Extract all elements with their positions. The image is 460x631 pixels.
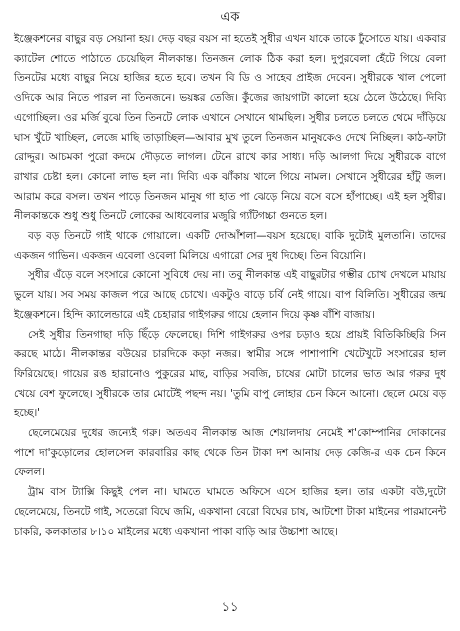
paragraph: ইঞ্জেকশনের বাছুর বড় সেয়ানা হয়। দেড় বছর বয়স না হতেই সুধীর এখন যাকে তাকে ঢুঁসোতে যায়। একবার ক্যাটেল শোতে পাঠাতে চেয়েছিল নীলকান্ত। তিনজন লোক ঠিক করা হল। দুপুরবেলা হেঁটে গিয়ে বেলা তিনটের মধ্যে বাছুর নিয়ে হাজির হতে হবে। তখন বি ডি ও সাহেব প্রাইজ দেবেন। সুধীরকে খাল পেলাে ওদিকে আর নিতে পারল না তিনজনে। ভয়ঙ্কর তেজি। কুঁজের জায়গাটা কালো হয়ে ঠেলে উঠেছে। দিব্যি এগোচ্ছিল। ওর মর্জি বুঝে তিন তিনটে লোক এখানে সেখানে থামছিল। সুধীর চলতে চলতে থেমে দাঁড়িয়ে ঘাস খুঁটে খাচ্ছিল, লেজে মাছি তাড়াচ্ছিল—আবার মুখ তুলে তিনজন মানুষকেও দেখে নিচ্ছিল। কাঠ-ফাটা রোদ্দুর। আচমকা পুরো কদমে দৌড়তে লাগল। টেনে রাখে কার সাধ্য। দড়ি আলগা দিয়ে সুধীরকে বাগে রাখার চেষ্টা হল। কোনো লাভ হল না। দিব্যি এক ঝাঁকায় খালে গিয়ে নামল। সেখানে সুধীরের হাঁটু জল। আরাম করে বসল। তখন পাড়ে তিনজন মানুষ গা হাত পা ঝেড়ে নিয়ে বসে বসে হাঁপাচ্ছে। এই হল সুধীর। নীলকান্তকে শুধু শুধু তিনটে লোকের আধবেলার মজুরি গ্যাঁটগচ্চা গুনতে হল। <box>14 33 446 223</box>
paragraph: সেই সুধীর তিনগাছা দড়ি ছিঁড়ে ফেলেছে। দিশি গাইগরুর ওপর চড়াও হয়ে প্রায়ই বিতিকিচ্ছিরি সিন করছে মাঠে। নীলকান্তর বউয়ের চারদিকে কড়া নজর। স্বামীর সঙ্গে পাশাপাশি খেটেখুটে সংসারের হাল ফিরিয়েছে। গায়ের রঙ হারানোও পুকুরের মাছ, বাড়ির সবজি, চাষের মোটা চালের ভাত আর গরুর দুধ খেয়ে বেশ ফুলেছে। সুধীরকে তার মোটেই পছন্দ নয়। 'তুমি বাপু লোহার চেন কিনে আনো। ছেলে মেয়ে বড় হচ্ছে।' <box>14 328 446 420</box>
paragraph: ছেলেমেয়ের দুধের জন্যেই গরু। অতএব নীলকান্ত আজ শেয়ালদায় নেমেই শ'কোম্পানির দোকানের পাশে দা'কুড়োলের হোলসেল কারবারির কাছ থেকে তিন টাকা দশ আনায় দেড় কেজি-র এক চেন কিনে ফেলল। <box>14 427 446 479</box>
body-text <box>14 30 446 542</box>
chapter-title: এক <box>220 10 240 25</box>
paragraph: বড় বড় তিনটে গাই থাকে গোয়ালে। একটি দোআঁশলা—বয়স হয়েছে। বাকি দুটোই মুলতানি। তাদের একজন গাভিন। একজন এবেলা ওবেলা মিলিয়ে এগারো সের দুধ দিচ্ছে। তিন বিয়োনি। <box>14 230 446 262</box>
page-number: ১১ <box>221 600 239 615</box>
paragraph: ট্রাম বাস ট্যাক্সি কিছুই পেল না। ঘামতে ঘামতে অফিসে এসে হাজির হল। তার একটা বউ,দুটো ছেলেমেয়ে, তিনটে গাই, সতেরো বিঘে জমি, একখানা বেরো বিঘের চাষ, আটশো টাকা মাইনের পারমানেন্ট চাকরি, কলকাতার ৮।১০ মাইলের মধ্যে একখানা পাকা বাড়ি আর উচ্চাশা আছে। <box>14 486 446 538</box>
paragraph: সুধীর এঁড়ে বলে সংসারে কোনো সুবিধে দেয় না। তবু নীলকান্ত এই বাছুরটার গম্ভীর চোখ দেখলে মায়ায় ভুলে যায়। সব সময় কাজল পরে আছে চোখে। একটুও বাড়ে চর্বি নেই গায়ে। বাপ বিলিতি। সুধীরের জন্ম ইঞ্জেকশনে। হিন্দি ক্যালেন্ডারে এই চেহারার গাইগরুর গায়ে হেলান দিয়ে কৃষ্ণ বাঁশি বাজায়। <box>14 269 446 321</box>
